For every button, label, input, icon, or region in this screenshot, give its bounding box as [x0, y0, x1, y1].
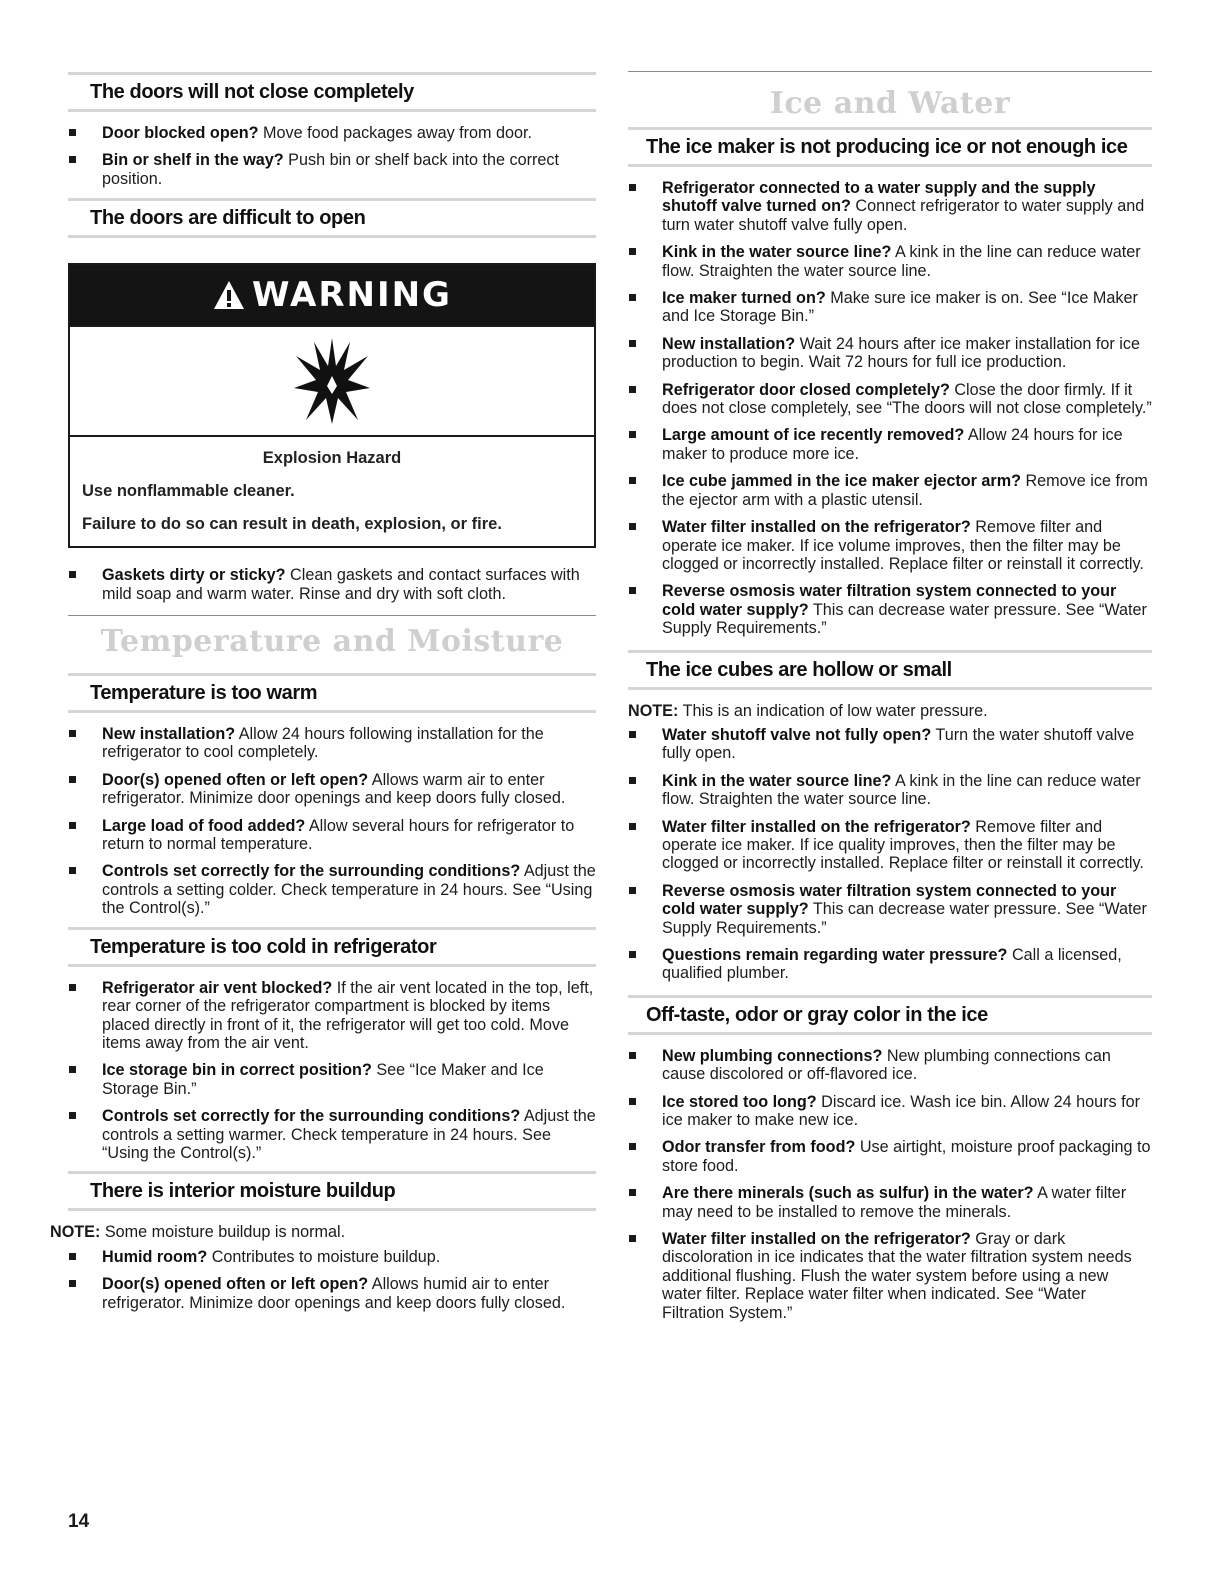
list-item: New installation? Wait 24 hours after ice maker installation for ice production to begin. Wait 72 hours for full ice production.: [628, 335, 1152, 372]
list-item: Gaskets dirty or sticky? Clean gaskets and contact surfaces with mild soap and warm water. Rinse and dry with soft cloth.: [68, 566, 596, 603]
list-too-warm: [68, 725, 596, 918]
list-item: Door(s) opened often or left open? Allows warm air to enter refrigerator. Minimize door openings and keep doors fully closed.: [68, 771, 596, 808]
list-hollow: [628, 726, 1152, 983]
list-item: Refrigerator door closed completely? Close the door firmly. If it does not close completely, see “The doors will not close completely.”: [628, 381, 1152, 418]
bullet-icon: [69, 571, 76, 578]
list-item: Kink in the water source line? A kink in the line can reduce water flow. Straighten the water source line.: [628, 772, 1152, 809]
left-column: [50, 0, 596, 1321]
heading-too-cold: Temperature is too cold in refrigerator: [68, 927, 596, 967]
list-item: Water shutoff valve not fully open? Turn the water shutoff valve fully open.: [628, 726, 1152, 763]
page-number: 14: [68, 1511, 90, 1532]
list-item: Ice cube jammed in the ice maker ejector arm? Remove ice from the ejector arm with a plastic utensil.: [628, 472, 1152, 509]
warning-banner: [70, 265, 594, 327]
bullet-icon: [629, 1052, 636, 1059]
list-item: Water filter installed on the refrigerator? Gray or dark discoloration in ice indicates that the water filtration system needs additional flushing. Flush the water system before using a new water filter. Replace water filter when indicated. See “Water Filtration System.”: [628, 1230, 1152, 1322]
bullet-icon: [629, 887, 636, 894]
bullet-icon: [629, 823, 636, 830]
list-gaskets: [68, 566, 596, 603]
note-hollow: NOTE: This is an indication of low water pressure.: [628, 701, 988, 720]
list-too-cold: [68, 979, 596, 1163]
list-item: Controls set correctly for the surrounding conditions? Adjust the controls a setting colder. Check temperature in 24 hours. See “Using the Control(s).”: [68, 862, 596, 917]
bullet-icon: [629, 731, 636, 738]
heading-hollow: The ice cubes are hollow or small: [628, 650, 1152, 690]
bullet-icon: [629, 777, 636, 784]
bullet-icon: [69, 730, 76, 737]
bullet-icon: [69, 1280, 76, 1287]
list-item: Large load of food added? Allow several hours for refrigerator to return to normal temperature.: [68, 817, 596, 854]
heading-moisture: There is interior moisture buildup: [68, 1171, 596, 1211]
bullet-icon: [629, 951, 636, 958]
list-off-taste: [628, 1047, 1152, 1322]
heading-doors-difficult: The doors are difficult to open: [68, 198, 596, 238]
warning-text: [70, 437, 594, 546]
bullet-icon: [629, 294, 636, 301]
list-item: Questions remain regarding water pressure? Call a licensed, qualified plumber.: [628, 946, 1152, 983]
list-moisture: [68, 1248, 596, 1312]
heading-doors-not-close: The doors will not close completely: [68, 72, 596, 112]
right-column: [628, 0, 1152, 1331]
bullet-icon: [69, 867, 76, 874]
warning-box: [68, 263, 596, 548]
list-item: Reverse osmosis water filtration system connected to your cold water supply? This can decrease water pressure. See “Water Supply Requirements.”: [628, 882, 1152, 937]
bullet-icon: [629, 431, 636, 438]
list-item: Door(s) opened often or left open? Allows humid air to enter refrigerator. Minimize door openings and keep doors fully closed.: [68, 1275, 596, 1312]
bullet-icon: [629, 340, 636, 347]
bullet-icon: [629, 1143, 636, 1150]
list-item: Odor transfer from food? Use airtight, moisture proof packaging to store food.: [628, 1138, 1152, 1175]
list-item: Water filter installed on the refrigerator? Remove filter and operate ice maker. If ice volume improves, then the filter may be clogged or incorrectly installed. Replace filter or reinstall it correctly.: [628, 518, 1152, 573]
list-item: Ice stored too long? Discard ice. Wash ice bin. Allow 24 hours for ice maker to make new ice.: [628, 1093, 1152, 1130]
bullet-icon: [69, 1112, 76, 1119]
bullet-icon: [629, 587, 636, 594]
list-item: Controls set correctly for the surrounding conditions? Adjust the controls a setting warmer. Check temperature in 24 hours. See “Using the Control(s).”: [68, 1107, 596, 1162]
bullet-icon: [629, 1189, 636, 1196]
heading-too-warm: Temperature is too warm: [68, 673, 596, 713]
list-item: Large amount of ice recently removed? Allow 24 hours for ice maker to produce more ice.: [628, 426, 1152, 463]
warning-hazard: Explosion Hazard: [262, 449, 402, 468]
bullet-icon: [69, 1253, 76, 1260]
bullet-icon: [629, 184, 636, 191]
bullet-icon: [69, 1066, 76, 1073]
list-item: Are there minerals (such as sulfur) in the water? A water filter may need to be installed to remove the minerals.: [628, 1184, 1152, 1221]
bullet-icon: [69, 129, 76, 136]
warning-triangle-icon: [212, 279, 246, 311]
list-item: Kink in the water source line? A kink in the line can reduce water flow. Straighten the water source line.: [628, 243, 1152, 280]
list-item: Water filter installed on the refrigerator? Remove filter and operate ice maker. If ice quality improves, then the filter may be clogged or incorrectly installed. Replace filter or reinstall it correctly.: [628, 818, 1152, 873]
list-item: Bin or shelf in the way? Push bin or shelf back into the correct position.: [68, 151, 596, 188]
bullet-icon: [69, 156, 76, 163]
explosion-icon: [292, 336, 372, 426]
explosion-area: [70, 327, 594, 437]
list-item: New plumbing connections? New plumbing connections can cause discolored or off-flavored ice.: [628, 1047, 1152, 1084]
list-item: Humid room? Contributes to moisture buildup.: [68, 1248, 596, 1266]
bullet-icon: [629, 523, 636, 530]
bullet-icon: [629, 1098, 636, 1105]
warning-line-2: Failure to do so can result in death, explosion, or fire.: [82, 515, 502, 534]
list-doors-not-close: [68, 124, 596, 188]
warning-line-1: Use nonflammable cleaner.: [82, 482, 295, 501]
bullet-icon: [629, 248, 636, 255]
bullet-icon: [69, 822, 76, 829]
bullet-icon: [629, 477, 636, 484]
bullet-icon: [629, 386, 636, 393]
heading-off-taste: Off-taste, odor or gray color in the ice: [628, 995, 1152, 1035]
list-item: Door blocked open? Move food packages away from door.: [68, 124, 596, 142]
warning-word: WARNING: [252, 275, 452, 316]
list-item: New installation? Allow 24 hours following installation for the refrigerator to cool completely.: [68, 725, 596, 762]
note-moisture: NOTE: Some moisture buildup is normal.: [50, 1223, 346, 1242]
divider: [628, 71, 1152, 72]
bullet-icon: [629, 1235, 636, 1242]
section-title-temp-moisture: Temperature and Moisture: [100, 624, 564, 660]
list-item: Reverse osmosis water filtration system connected to your cold water supply? This can decrease water pressure. See “Water Supply Requirements.”: [628, 582, 1152, 637]
list-item: Ice storage bin in correct position? See “Ice Maker and Ice Storage Bin.”: [68, 1061, 596, 1098]
bullet-icon: [69, 776, 76, 783]
list-not-producing: [628, 179, 1152, 638]
heading-not-producing: The ice maker is not producing ice or not enough ice: [628, 127, 1152, 167]
section-title-ice-water: Ice and Water: [769, 86, 1011, 121]
list-item: Refrigerator air vent blocked? If the air vent located in the top, left, rear corner of the refrigerator compartment is blocked by items placed directly in front of it, the refrigerator will get too cold. Move items away from the air vent.: [68, 979, 596, 1053]
list-item: Refrigerator connected to a water supply and the supply shutoff valve turned on? Connect refrigerator to water supply and turn water shutoff valve fully open.: [628, 179, 1152, 234]
list-item: Ice maker turned on? Make sure ice maker is on. See “Ice Maker and Ice Storage Bin.”: [628, 289, 1152, 326]
bullet-icon: [69, 984, 76, 991]
divider: [68, 615, 596, 616]
